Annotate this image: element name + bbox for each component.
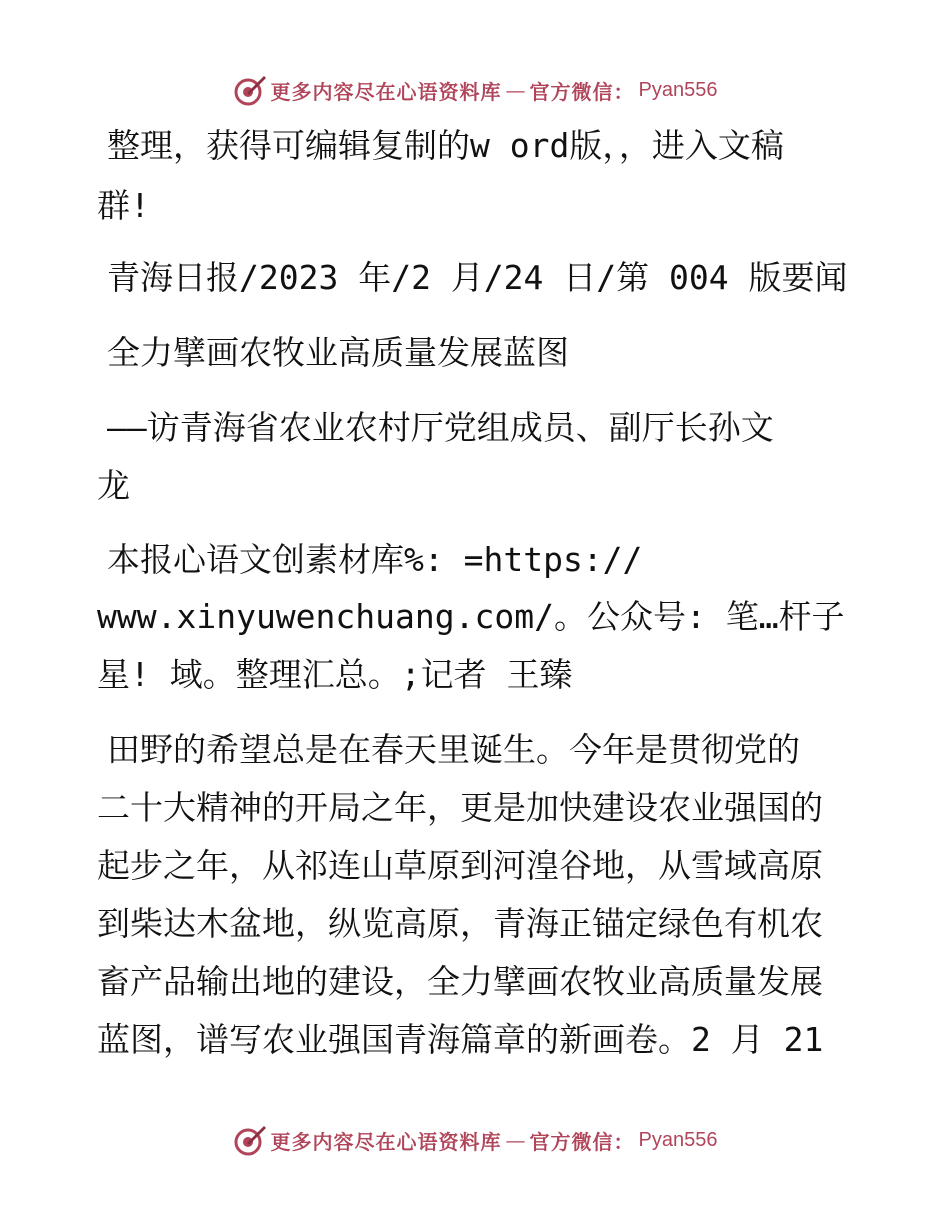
- footer-wechat-label: 官方微信：: [529, 1129, 635, 1154]
- intro-line-2: 群!: [97, 186, 150, 225]
- intro-line-1: 整理，获得可编辑复制的w ord版，，进入文稿: [107, 126, 784, 165]
- headline: 全力擘画农牧业高质量发展蓝图: [107, 333, 569, 372]
- banner-separator: —: [505, 78, 526, 102]
- footer-separator: —: [505, 1128, 526, 1152]
- paragraph-line-6: 蓝图，谱写农业强国青海篇章的新画卷。2 月 21: [97, 1020, 824, 1059]
- subhead-line-1: ——访青海省农业农村厅党组成员、副厅长孙文: [107, 408, 774, 447]
- paragraph-line-4: 到柴达木盆地，纵览高原，青海正锚定绿色有机农: [97, 904, 823, 943]
- banner-wechat-id: Pyan556: [638, 78, 718, 101]
- quill-seal-icon: [233, 1123, 267, 1157]
- byline-line-3: 星! 域。整理汇总。;记者 王臻: [97, 655, 573, 694]
- byline-line-2: www.xinyuwenchuang.com/。公众号: 笔…杆子: [97, 597, 845, 636]
- source-line: 青海日报/2023 年/2 月/24 日/第 004 版要闻: [107, 258, 848, 297]
- banner-wechat-label: 官方微信：: [529, 79, 635, 104]
- subhead-line-2: 龙: [97, 466, 130, 505]
- paragraph-line-5: 畜产品输出地的建设，全力擘画农牧业高质量发展: [97, 962, 823, 1001]
- paragraph-line-2: 二十大精神的开局之年，更是加快建设农业强国的: [97, 788, 823, 827]
- paragraph-line-3: 起步之年，从祁连山草原到河湟谷地，从雪域高原: [97, 846, 823, 885]
- footer-banner: [0, 1120, 950, 1160]
- footer-slogan: 更多内容尽在心语资料库: [270, 1129, 502, 1154]
- paragraph-line-1: 田野的希望总是在春天里诞生。今年是贯彻党的: [107, 730, 800, 769]
- byline-line-1: 本报心语文创素材库%: =https://: [107, 540, 643, 579]
- banner-slogan: 更多内容尽在心语资料库: [270, 79, 502, 104]
- footer-wechat-id: Pyan556: [638, 1128, 718, 1151]
